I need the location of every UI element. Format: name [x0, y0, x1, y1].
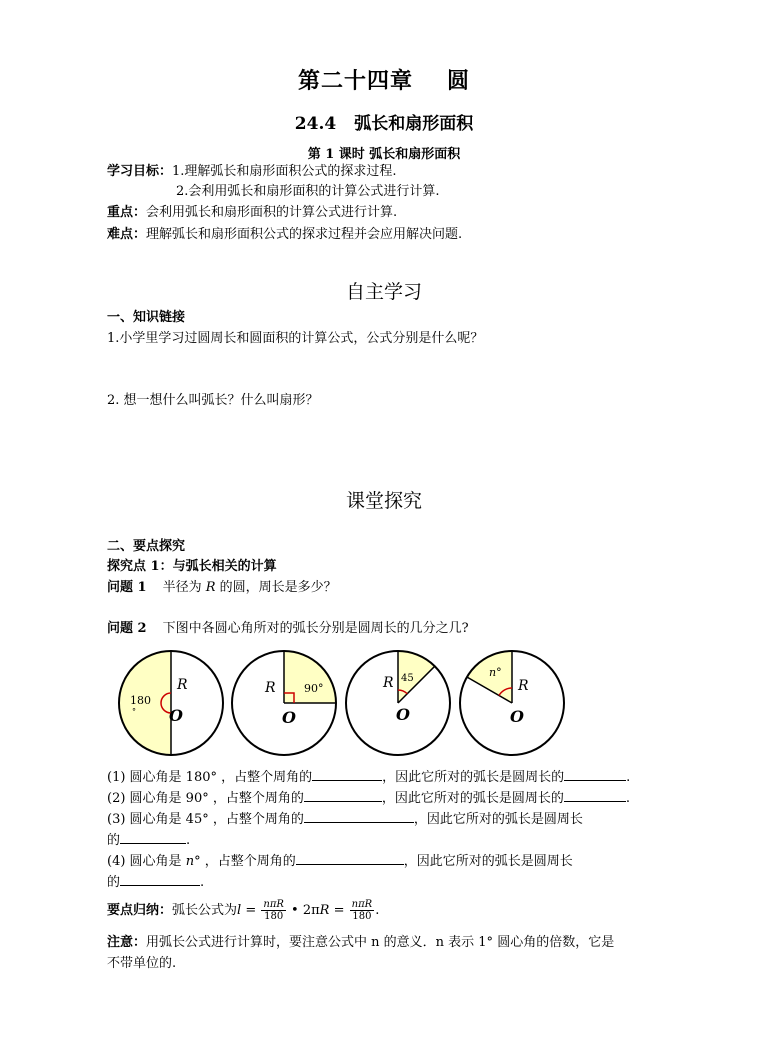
chapter-subject: 圆 [447, 68, 471, 94]
center-label: O [282, 708, 296, 727]
formula-fraction-1 [261, 899, 286, 922]
degree-mark: ° [132, 707, 136, 716]
objective-item-1: 1.理解弧长和扇形面积公式的探求过程. [172, 164, 397, 179]
knowledge-link-heading: 一、知识链接 [107, 310, 186, 325]
fill-line-4 [107, 851, 573, 871]
formula-middle: • 2π [286, 903, 320, 918]
angle-label: 180 [130, 694, 151, 707]
chapter-number: 第二十四章 [297, 68, 413, 94]
objective-item-2: 2.会利用弧长和扇形面积的计算公式进行计算. [176, 184, 440, 199]
difficulty-line [107, 226, 462, 244]
summary-label: 要点归纳： [107, 903, 173, 918]
center-label: O [169, 706, 183, 725]
section-number: 24.4 [294, 114, 337, 134]
fraction-denominator: 180 [352, 911, 372, 922]
formula-R: R [319, 903, 330, 918]
answer-blank[interactable] [564, 788, 626, 802]
fill-1-text-a: (1) 圆心角是 180° ，占整个周角的 [107, 770, 313, 785]
fill-3-text-a: (3) 圆心角是 45° ，占整个周角的 [107, 812, 304, 827]
circle-figure-45 [346, 651, 450, 755]
fill-line-4-cont [107, 872, 204, 892]
fill-3-text-b: ，因此它所对的弧长是圆周长 [413, 812, 583, 827]
problem-1 [107, 579, 337, 597]
summary-line [107, 899, 379, 922]
period: . [375, 903, 380, 918]
explore-heading: 课堂探究 [345, 490, 422, 512]
formula-fraction-2 [350, 899, 375, 922]
fill-4-text-c: ，因此它所对的弧长是圆周长 [403, 854, 573, 869]
formula-equals: = [329, 903, 349, 918]
note-line-2: 不带单位的. [107, 956, 177, 971]
radius-label: R [383, 675, 394, 691]
radius-label: R [518, 678, 529, 694]
fraction-denominator: 180 [264, 911, 284, 922]
problem-2-text: 下图中各圆心角所对的弧长分别是圆周长的几分之几? [162, 621, 469, 636]
answer-blank[interactable] [304, 788, 382, 802]
fill-2-text-a: (2) 圆心角是 90° ，占整个周角的 [107, 791, 304, 806]
answer-blank[interactable] [304, 809, 414, 823]
answer-blank[interactable] [312, 767, 382, 781]
radius-label: R [265, 680, 276, 696]
fill-1-text-b: ，因此它所对的弧长是圆周长的 [382, 770, 565, 785]
fill-line-2 [107, 788, 630, 808]
angle-label: n° [489, 666, 502, 679]
problem-1-radius: R [205, 580, 216, 595]
question-1: 1.小学里学习过圆周长和圆面积的计算公式，公式分别是什么呢？ [107, 331, 484, 346]
fill-line-3 [107, 809, 583, 829]
chapter-title [0, 64, 768, 95]
note-line-1 [107, 934, 614, 952]
circle-figure-180 [119, 651, 223, 755]
fill-line-1 [107, 767, 630, 787]
period: . [625, 791, 631, 806]
center-label: O [510, 707, 524, 726]
fill-3-text-c: 的 [107, 833, 121, 848]
circle-figure-n [460, 651, 564, 755]
key-point-line [107, 204, 397, 222]
problem-1-label: 问题 1 [107, 580, 147, 595]
key-explore-heading: 二、要点探究 [107, 539, 186, 554]
question-2: 2. 想一想什么叫弧长？什么叫扇形？ [107, 393, 319, 408]
self-study-heading: 自主学习 [345, 281, 422, 303]
answer-blank[interactable] [296, 851, 404, 865]
summary-text: 弧长公式为 [172, 903, 238, 918]
problem-2 [107, 620, 469, 638]
period: . [200, 875, 205, 890]
fill-4-text-b: ° ，占整个周角的 [194, 854, 296, 869]
answer-blank[interactable] [120, 872, 200, 886]
problem-1-text-a: 半径为 [162, 580, 206, 595]
formula-equals: = [241, 903, 261, 918]
answer-blank[interactable] [120, 830, 186, 844]
objective-line-1 [107, 163, 397, 181]
section-name: 弧长和扇形面积 [354, 114, 474, 134]
fraction-numerator: nπR [351, 899, 373, 910]
objective-label: 学习目标： [107, 164, 173, 179]
lesson-title: 第 1 课时 弧长和扇形面积 [307, 147, 461, 162]
period: . [626, 770, 631, 785]
period: . [186, 833, 191, 848]
fill-4-n: n [185, 854, 195, 869]
angle-label: 90° [304, 682, 324, 695]
radius-label: R [177, 677, 188, 693]
center-label: O [396, 705, 410, 724]
problem-2-label: 问题 2 [107, 621, 147, 636]
angle-label: 45 [401, 673, 414, 684]
answer-blank[interactable] [564, 767, 626, 781]
circle-figure-90 [232, 651, 336, 755]
key-label: 重点： [107, 205, 147, 220]
note-text-1: 用弧长公式进行计算时，要注意公式中 n 的意义．n 表示 1° 圆心角的倍数，它是 [146, 935, 615, 950]
note-label: 注意： [107, 935, 147, 950]
circle-figures [0, 640, 768, 760]
fill-line-3-cont [107, 830, 190, 850]
fill-2-text-b: ，因此它所对的弧长是圆周长的 [381, 791, 564, 806]
fill-4-text-a: (4) 圆心角是 [107, 854, 186, 869]
formula-l: l [237, 903, 242, 918]
fill-4-text-d: 的 [107, 875, 121, 890]
problem-1-text-b: 的圆，周长是多少？ [215, 580, 337, 595]
difficulty-text: 理解弧长和扇形面积公式的探求过程并会应用解决问题. [146, 227, 463, 242]
section-title [0, 109, 768, 134]
explore-point-1: 探究点 1：与弧长相关的计算 [107, 559, 277, 574]
key-text: 会利用弧长和扇形面积的计算公式进行计算. [146, 205, 398, 220]
fraction-numerator: nπR [263, 899, 284, 910]
difficulty-label: 难点： [107, 227, 147, 242]
